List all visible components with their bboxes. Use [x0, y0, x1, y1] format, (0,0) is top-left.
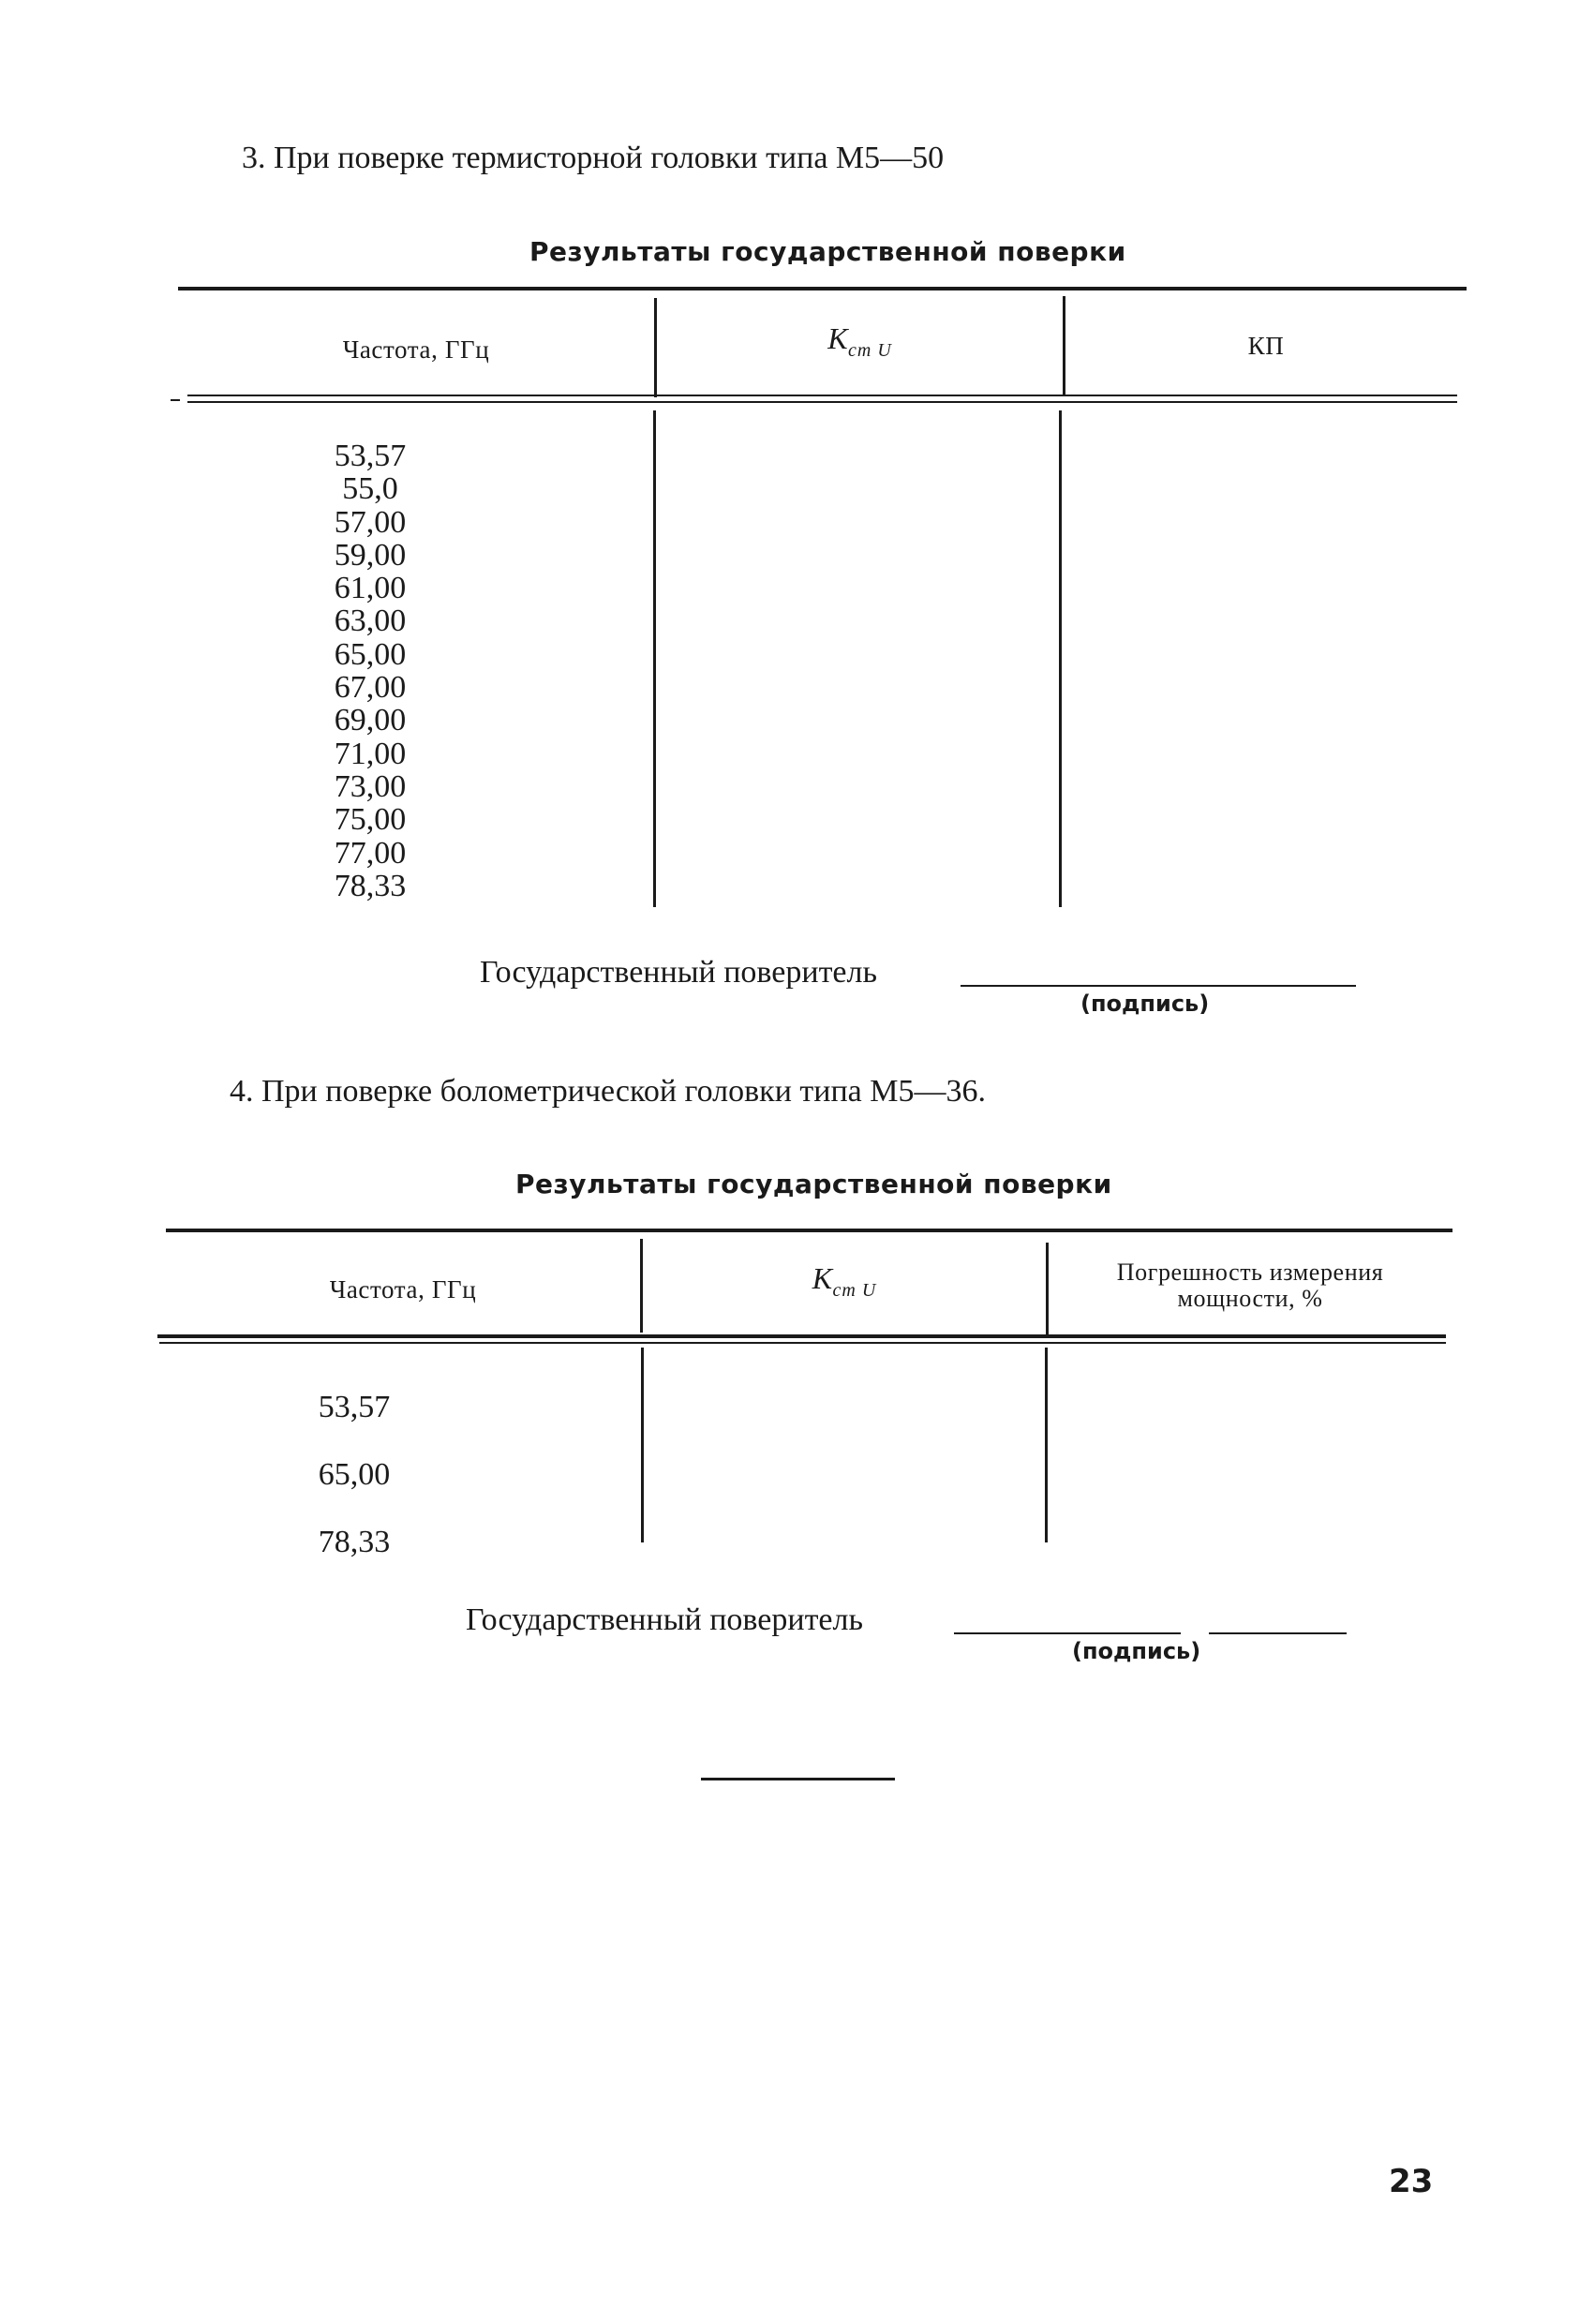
- page-number: 23: [1389, 2163, 1434, 2200]
- table4-header-frequency: Частота, ГГц: [329, 1275, 477, 1304]
- section3-signature-label: Государственный поверитель: [480, 955, 877, 990]
- table4-header-rule-upper: [157, 1334, 1446, 1338]
- table4-frequency-cell: 53,57: [318, 1390, 391, 1424]
- table3-frequency-cell: 65,00: [334, 636, 407, 672]
- section3-heading: 3. При поверке термисторной головки типа М5—50: [242, 141, 945, 175]
- section4-signature-line-1: [954, 1632, 1181, 1634]
- table3-frequency-cell: 73,00: [334, 768, 407, 804]
- table3-body-divider-1: [653, 410, 656, 907]
- table4-top-rule: [166, 1229, 1452, 1232]
- table3-header-kstu: [657, 321, 1063, 361]
- table4-frequency-column: [279, 1374, 429, 1576]
- table3-frequency-cell: 71,00: [334, 736, 407, 771]
- table3-frequency-cell: 57,00: [334, 504, 407, 540]
- table3-rule-mark: [171, 399, 180, 401]
- table4-header-error-line2: мощности, %: [1177, 1285, 1323, 1312]
- table3-top-rule: [178, 287, 1467, 290]
- section4-heading: 4. При поверке болометрической головки типа М5—36.: [230, 1074, 986, 1109]
- table4-body-divider-1: [641, 1348, 644, 1542]
- table4-frequency-cell: 78,33: [318, 1525, 391, 1559]
- section4-signature-line-2: [1209, 1632, 1347, 1634]
- table3-frequency-column: [290, 439, 450, 902]
- table3-frequency-cell: 78,33: [334, 868, 407, 903]
- end-rule: [701, 1778, 895, 1780]
- table3-frequency-cell: 53,57: [334, 439, 407, 473]
- table4-header-error: [1049, 1259, 1452, 1312]
- table3-frequency-cell: 61,00: [334, 571, 407, 606]
- table3-frequency-cell: 67,00: [334, 670, 407, 706]
- table3-frequency-cell: 77,00: [334, 835, 407, 871]
- table3-frequency-cell: 69,00: [334, 703, 407, 738]
- k-subscript: ст U: [848, 340, 892, 361]
- table4-header-kstu: [643, 1261, 1046, 1301]
- section4-signature-label: Государственный поверитель: [466, 1602, 863, 1637]
- table3-frequency-cell: 63,00: [334, 603, 407, 639]
- section3-table-caption: Результаты государственной поверки: [529, 236, 1126, 267]
- table3-header-rule-upper: [187, 395, 1457, 396]
- table3-header-rule-lower: [187, 401, 1457, 403]
- table4-header-error-line1: Погрешность измерения: [1116, 1259, 1384, 1286]
- k-symbol: К: [827, 321, 849, 355]
- section4-signature-note: (подпись): [1072, 1638, 1201, 1664]
- section4-table-caption: Результаты государственной поверки: [515, 1169, 1112, 1199]
- section3-signature-note: (подпись): [1080, 991, 1210, 1017]
- k-subscript: ст U: [832, 1280, 877, 1301]
- k-symbol: К: [812, 1261, 833, 1295]
- section3-signature-line: [961, 985, 1356, 987]
- table4-body-divider-2: [1045, 1348, 1048, 1542]
- table4-header-rule-lower: [159, 1342, 1446, 1344]
- table3-frequency-cell: 59,00: [334, 537, 407, 573]
- table3-body-divider-2: [1059, 410, 1062, 907]
- table3-header-kp: КП: [1247, 332, 1285, 360]
- table4-frequency-cell: 65,00: [318, 1457, 391, 1492]
- table3-frequency-cell: 75,00: [334, 802, 407, 838]
- table3-header-frequency: Частота, ГГц: [342, 335, 490, 364]
- table3-frequency-cell: 55,0: [342, 471, 398, 507]
